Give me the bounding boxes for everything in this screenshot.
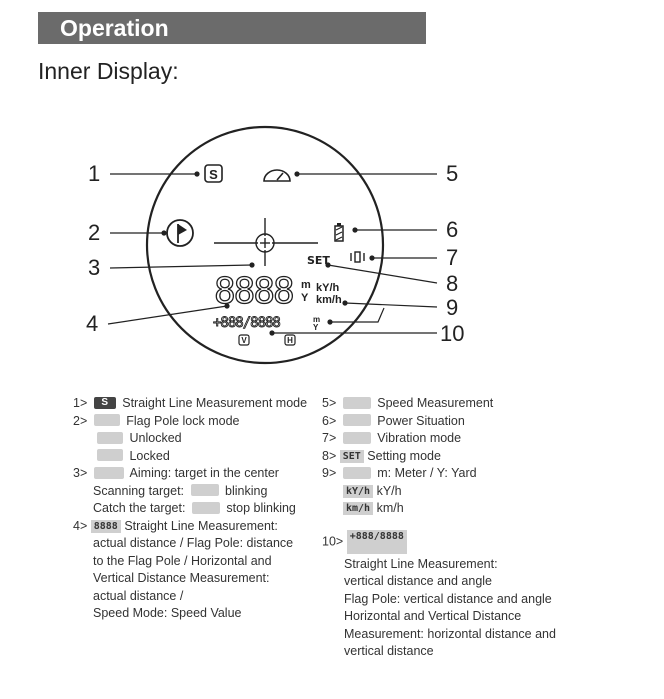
legend-item-2-unlocked <box>73 430 307 448</box>
legend-num: 3> <box>73 466 88 480</box>
set-indicator: SET <box>307 254 330 267</box>
legend-text: Flag Pole: vertical distance and angle <box>344 591 552 606</box>
legend-text: vertical distance <box>344 644 434 658</box>
legend-text: Flag Pole lock mode <box>126 413 240 428</box>
battery-chip-icon <box>343 414 371 426</box>
legend-text: Vibration mode <box>377 431 462 445</box>
callout-8: 8 <box>446 271 459 296</box>
legend-text: Straight Line Measurement: <box>124 518 278 533</box>
legend-text: Straight Line Measurement mode <box>122 396 308 410</box>
legend-num: 1> <box>73 396 88 410</box>
legend-text: Vertical Distance Measurement: <box>93 571 270 585</box>
flag-pole-chip-icon <box>94 414 120 426</box>
callout-2: 2 <box>88 220 101 245</box>
vibration-chip-icon <box>343 432 371 444</box>
legend-num: 9> <box>322 466 337 480</box>
callout-7: 7 <box>446 245 459 270</box>
speedometer-icon <box>264 170 290 181</box>
legend-text: Aiming: target in the center <box>129 466 279 480</box>
legend-text: Unlocked <box>129 431 182 445</box>
legend-text: Measurement: horizontal distance and <box>344 626 556 641</box>
svg-text:H: H <box>287 336 293 345</box>
legend-text: kY/h <box>376 483 402 498</box>
legend-text: blinking <box>225 483 268 498</box>
secondary-digits: +888/8888 <box>213 315 280 331</box>
main-distance-digits: 8888 <box>214 271 293 312</box>
legend-text: to the Flag Pole / Horizontal and <box>93 553 272 568</box>
legend-text: actual distance / Flag Pole: distance <box>93 536 294 550</box>
legend-left <box>73 395 307 623</box>
plus-chip-icon <box>191 484 219 496</box>
s-chip-icon: S <box>94 397 116 409</box>
svg-text:Y: Y <box>313 323 319 332</box>
legend-text: m: Meter / Y: Yard <box>377 466 477 480</box>
callout-6: 6 <box>446 217 459 242</box>
kyh-chip: kY/h <box>343 485 373 498</box>
callout-1: 1 <box>88 161 101 186</box>
legend-item-5 <box>322 395 556 413</box>
legend-text: vertical distance and angle <box>344 574 493 588</box>
s-icon-letter: S <box>209 167 218 182</box>
unit-kmh: km/h <box>316 294 342 306</box>
legend-item-7 <box>322 430 556 448</box>
legend-text: actual distance / <box>93 588 184 603</box>
unit-kyh: kY/h <box>316 282 340 294</box>
legend-item-3-scanning <box>73 483 307 501</box>
kmh-chip: km/h <box>343 502 373 515</box>
legend-num: 10> <box>322 533 344 548</box>
legend-text: Catch the target: <box>93 501 186 515</box>
legend-num: 5> <box>322 396 337 410</box>
digits-chip: 8888 <box>91 520 121 533</box>
legend-item-1 <box>73 395 307 413</box>
callout-5: 5 <box>446 161 459 186</box>
unit-yard: Y <box>301 292 309 304</box>
legend-num: 4> <box>73 518 88 533</box>
legend-item-3-catch <box>73 500 307 518</box>
legend-num: 6> <box>322 413 337 428</box>
crosshair-chip-icon <box>94 467 124 479</box>
set-chip: SET <box>340 450 364 463</box>
legend-text: Setting mode <box>367 448 441 463</box>
legend-text: Straight Line Measurement: <box>344 556 498 571</box>
legend-item-10 <box>322 530 556 556</box>
legend-item-3 <box>73 465 307 483</box>
unit-meter: m <box>301 279 311 291</box>
legend-item-2-locked <box>73 448 307 466</box>
legend-item-9-kyh <box>322 483 556 501</box>
section-title: Operation <box>60 15 169 41</box>
legend-text: Speed Measurement <box>377 396 494 410</box>
legend-right <box>322 395 556 661</box>
flag-pole-icon <box>167 220 193 246</box>
legend-text: Locked <box>129 448 170 463</box>
legend-item-6 <box>322 413 556 431</box>
legend-text: Horizontal and Vertical Distance <box>344 609 522 623</box>
subtitle: Inner Display: <box>38 58 179 84</box>
plus-chip-icon <box>192 502 220 514</box>
legend-item-4 <box>73 518 307 536</box>
legend-item-8 <box>322 448 556 466</box>
callout-10: 10 <box>440 321 465 346</box>
callout-3: 3 <box>88 255 101 280</box>
battery-icon <box>335 223 343 241</box>
legend-item-9 <box>322 465 556 483</box>
crosshair-icon <box>214 218 318 266</box>
legend-text: Scanning target: <box>93 483 185 498</box>
legend-item-9-kmh <box>322 500 556 518</box>
legend-text: km/h <box>376 501 404 515</box>
legend-text: Speed Mode: Speed Value <box>93 606 242 620</box>
legend-num: 7> <box>322 431 337 445</box>
flag-unlocked-chip-icon <box>97 432 123 444</box>
legend-text: stop blinking <box>226 501 296 515</box>
my-unit-chip-icon <box>343 467 371 479</box>
legend-item-2 <box>73 413 307 431</box>
callout-9: 9 <box>446 295 459 320</box>
legend-text: Power Situation <box>377 413 465 428</box>
svg-text:m: m <box>313 315 321 324</box>
flag-locked-chip-icon <box>97 449 123 461</box>
callout-4: 4 <box>86 311 99 336</box>
svg-text:V: V <box>241 336 247 345</box>
secondary-digits-chip: +888/8888 <box>347 530 407 554</box>
legend-num: 8> <box>322 448 337 463</box>
speed-chip-icon <box>343 397 371 409</box>
legend-num: 2> <box>73 413 88 428</box>
vibration-icon <box>351 252 364 262</box>
